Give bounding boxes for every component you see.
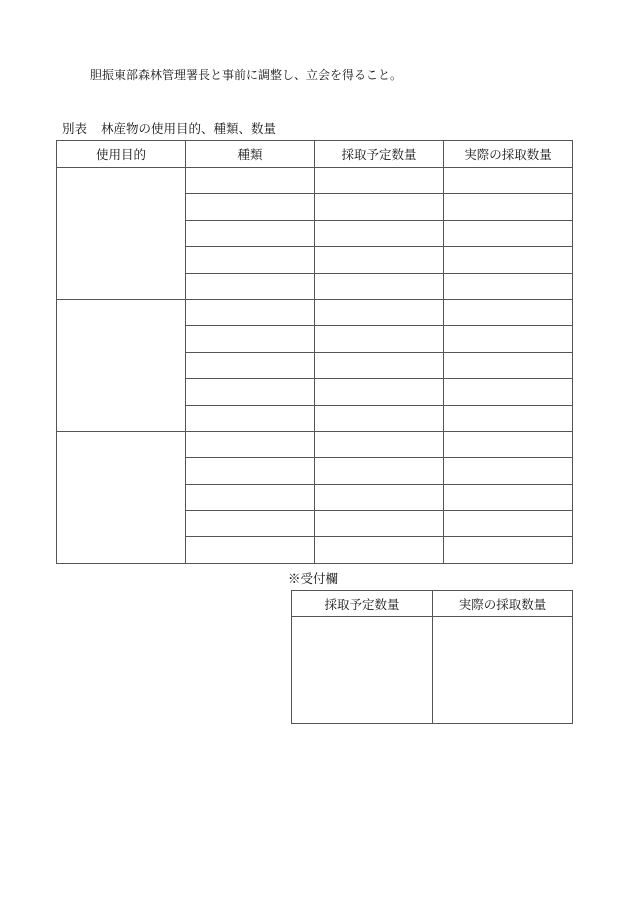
cell-planned-quantity[interactable] — [315, 194, 444, 220]
cell-planned-quantity[interactable] — [315, 247, 444, 273]
reception-table — [291, 590, 573, 724]
cell-planned-quantity[interactable] — [315, 326, 444, 352]
cell-actual-quantity[interactable] — [444, 220, 573, 246]
cell-planned-quantity[interactable] — [315, 458, 444, 484]
table-row — [57, 299, 573, 325]
cell-type[interactable] — [186, 194, 315, 220]
cell-actual-quantity[interactable] — [444, 458, 573, 484]
reception-header-planned: 採取予定数量 — [292, 591, 433, 617]
cell-planned-quantity[interactable] — [315, 273, 444, 299]
cell-type[interactable] — [186, 352, 315, 378]
cell-purpose[interactable] — [57, 431, 186, 563]
caption-prefix: 別表 — [62, 121, 88, 136]
cell-type[interactable] — [186, 379, 315, 405]
cell-type[interactable] — [186, 273, 315, 299]
cell-planned-quantity[interactable] — [315, 431, 444, 457]
table-row — [57, 168, 573, 194]
cell-planned-quantity[interactable] — [315, 168, 444, 194]
cell-actual-quantity[interactable] — [444, 484, 573, 510]
cell-planned-quantity[interactable] — [315, 299, 444, 325]
cell-actual-quantity[interactable] — [444, 511, 573, 537]
reception-cell-actual[interactable] — [433, 617, 573, 724]
cell-type[interactable] — [186, 537, 315, 563]
cell-actual-quantity[interactable] — [444, 168, 573, 194]
cell-purpose[interactable] — [57, 299, 186, 431]
cell-planned-quantity[interactable] — [315, 405, 444, 431]
header-purpose: 使用目的 — [57, 141, 186, 168]
table-header-row — [57, 141, 573, 168]
cell-type[interactable] — [186, 431, 315, 457]
cell-actual-quantity[interactable] — [444, 326, 573, 352]
cell-type[interactable] — [186, 405, 315, 431]
reception-label: ※受付欄 — [288, 571, 339, 586]
header-type: 種類 — [186, 141, 315, 168]
cell-actual-quantity[interactable] — [444, 247, 573, 273]
header-planned-quantity: 採取予定数量 — [315, 141, 444, 168]
cell-actual-quantity[interactable] — [444, 352, 573, 378]
cell-actual-quantity[interactable] — [444, 405, 573, 431]
cell-type[interactable] — [186, 511, 315, 537]
cell-actual-quantity[interactable] — [444, 194, 573, 220]
cell-purpose[interactable] — [57, 168, 186, 300]
cell-planned-quantity[interactable] — [315, 511, 444, 537]
cell-type[interactable] — [186, 484, 315, 510]
cell-actual-quantity[interactable] — [444, 379, 573, 405]
cell-type[interactable] — [186, 220, 315, 246]
cell-type[interactable] — [186, 247, 315, 273]
reception-header-row — [292, 591, 573, 617]
cell-planned-quantity[interactable] — [315, 379, 444, 405]
table-row — [57, 431, 573, 457]
reception-cell-planned[interactable] — [292, 617, 433, 724]
cell-actual-quantity[interactable] — [444, 273, 573, 299]
cell-actual-quantity[interactable] — [444, 537, 573, 563]
caption-title: 林産物の使用目的、種類、数量 — [101, 121, 277, 136]
cell-type[interactable] — [186, 299, 315, 325]
reception-header-actual: 実際の採取数量 — [433, 591, 573, 617]
cell-actual-quantity[interactable] — [444, 299, 573, 325]
instruction-note: 胆振東部森林管理署長と事前に調整し、立会を得ること。 — [90, 68, 403, 82]
cell-planned-quantity[interactable] — [315, 537, 444, 563]
forest-products-table — [56, 140, 573, 564]
cell-type[interactable] — [186, 326, 315, 352]
cell-actual-quantity[interactable] — [444, 431, 573, 457]
cell-type[interactable] — [186, 168, 315, 194]
cell-planned-quantity[interactable] — [315, 220, 444, 246]
cell-planned-quantity[interactable] — [315, 484, 444, 510]
table-caption — [62, 119, 276, 137]
cell-type[interactable] — [186, 458, 315, 484]
header-actual-quantity: 実際の採取数量 — [444, 141, 573, 168]
reception-row — [292, 617, 573, 724]
cell-planned-quantity[interactable] — [315, 352, 444, 378]
